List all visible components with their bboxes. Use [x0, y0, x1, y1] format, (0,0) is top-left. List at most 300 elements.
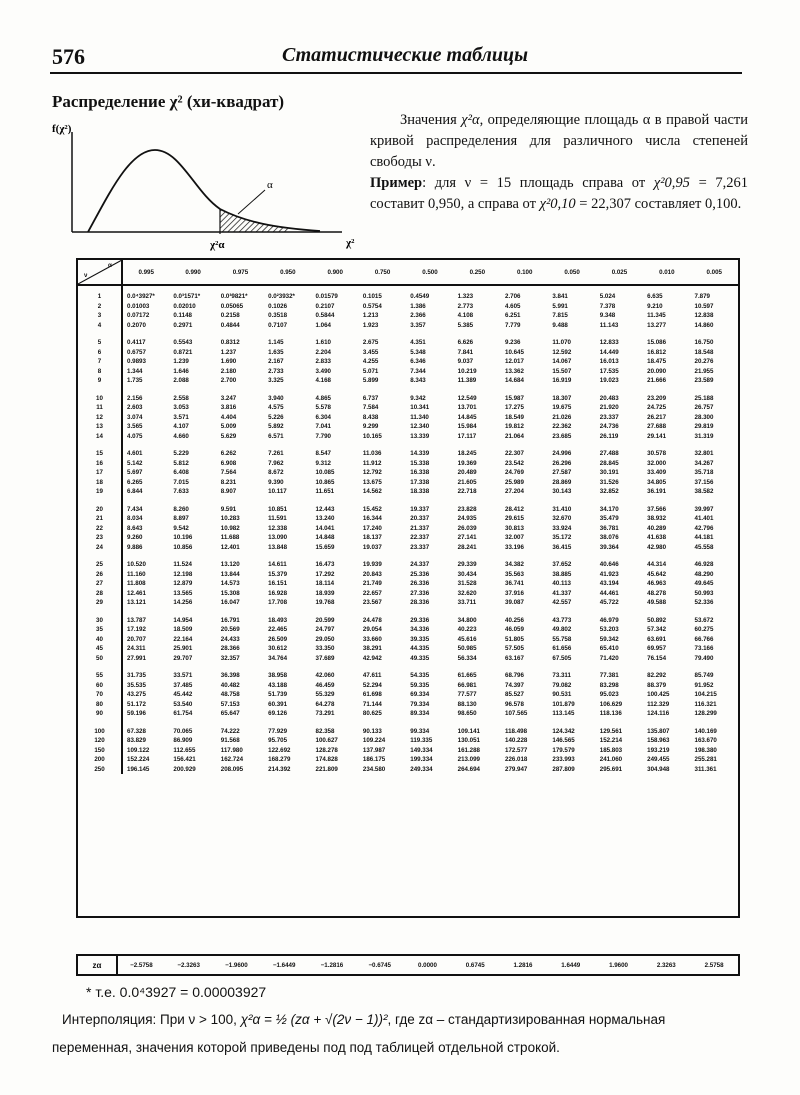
value-cell: 26.296 [552, 459, 572, 467]
value-cell: 226.018 [505, 756, 528, 764]
value-cell: 3.490 [315, 367, 331, 375]
value-cell: 30.191 [599, 469, 619, 477]
value-cell: 186.175 [362, 756, 386, 764]
value-cell: 22.362 [552, 423, 572, 431]
nu-cell: 50 [78, 654, 122, 664]
value-cell: 17.338 [410, 478, 430, 486]
nu-cell: 14 [78, 432, 122, 442]
value-cell: 10.865 [315, 478, 335, 486]
value-cell: 74.397 [505, 681, 524, 689]
value-cell: 13.240 [315, 515, 335, 523]
nu-cell: 29 [78, 598, 122, 608]
value-cell: 241.060 [599, 756, 623, 764]
value-cell: 11.389 [457, 377, 477, 385]
table-row [78, 625, 738, 635]
nu-cell: 150 [78, 746, 122, 756]
value-cell: 196.145 [127, 765, 150, 773]
value-cell: 47.611 [362, 672, 382, 680]
table-row [78, 700, 738, 710]
footnote: * т.е. 0.0⁴3927 = 0.00003927 [86, 984, 267, 1000]
value-cell: 4.255 [362, 358, 379, 366]
nu-cell: 25 [78, 552, 122, 570]
value-cell: 7.261 [268, 450, 284, 458]
value-cell: 16.344 [362, 515, 382, 523]
value-cell: 14.562 [362, 488, 382, 496]
value-cell: 66.766 [694, 635, 714, 643]
value-cell: 14.684 [505, 377, 524, 385]
value-cell: 32.670 [552, 515, 572, 523]
value-cell: 18.509 [173, 626, 193, 634]
value-cell: 0.05065 [220, 302, 244, 310]
table-row [78, 311, 738, 321]
value-cell: 100.425 [647, 691, 670, 699]
value-cell: 2.733 [268, 367, 284, 375]
value-cell: 6.571 [268, 432, 284, 440]
value-cell: 11.070 [552, 339, 571, 347]
value-cell: 3.074 [127, 413, 143, 421]
value-cell: 32.000 [647, 459, 667, 467]
value-cell: 65.647 [220, 710, 240, 718]
value-cell: 13.121 [127, 599, 146, 607]
value-cell: 46.059 [505, 626, 524, 634]
value-cell: 4.108 [457, 312, 474, 320]
x-axis-label: χ² [346, 237, 355, 249]
value-cell: 34.382 [505, 561, 524, 569]
value-cell: 9.299 [362, 423, 379, 431]
page-number: 576 [52, 44, 85, 69]
value-cell: 8.643 [127, 524, 143, 532]
alpha-pointer [238, 190, 265, 214]
value-cell: 17.708 [268, 599, 288, 607]
value-cell: 19.768 [315, 599, 335, 607]
value-cell: 26.757 [694, 404, 714, 412]
value-cell: 14.860 [694, 321, 714, 329]
value-cell: 10.856 [173, 543, 193, 551]
value-cell: 38.582 [694, 488, 714, 496]
value-cell: 0.2070 [127, 321, 146, 329]
value-cell: 46.928 [694, 561, 714, 569]
value-cell: 7.041 [315, 423, 331, 431]
value-cell: 10.645 [505, 348, 524, 356]
value-cell: 35.479 [599, 515, 619, 523]
nu-cell: 9 [78, 376, 122, 386]
value-cell: 37.652 [552, 561, 572, 569]
value-cell: 79.490 [694, 654, 714, 662]
value-cell: 14.954 [173, 616, 193, 624]
nu-cell: 90 [78, 709, 122, 719]
value-cell: 34.764 [268, 654, 288, 662]
table-row [78, 441, 738, 459]
example-symbol-1: χ²0,95 [653, 175, 690, 191]
value-cell: 304.948 [647, 765, 670, 773]
value-cell: 48.758 [220, 691, 240, 699]
value-cell: 5.009 [220, 423, 237, 431]
value-cell: 24.311 [127, 645, 146, 653]
value-cell: 4.605 [505, 302, 521, 310]
value-cell: 33.350 [315, 645, 335, 653]
nu-cell: 15 [78, 441, 122, 459]
value-cell: 23.337 [599, 413, 619, 421]
value-cell: 16.812 [647, 348, 667, 356]
value-cell: 31.410 [552, 505, 572, 513]
value-cell: 18.338 [410, 488, 430, 496]
value-cell: 3.571 [173, 413, 189, 421]
value-cell: 12.338 [268, 524, 288, 532]
value-cell: 6.304 [315, 413, 331, 421]
value-cell: 53.540 [173, 700, 193, 708]
value-cell: 109.224 [362, 737, 386, 745]
value-cell: 45.558 [694, 543, 714, 551]
value-cell: 8.547 [315, 450, 331, 458]
value-cell: 65.410 [599, 645, 619, 653]
alpha-header: 0.995 [122, 260, 169, 285]
value-cell: 26.119 [599, 432, 619, 440]
value-cell: 21.666 [647, 377, 667, 385]
value-cell: 30.434 [457, 570, 477, 578]
value-cell: 96.578 [505, 700, 524, 708]
value-cell: 59.196 [127, 710, 146, 718]
value-cell: 43.194 [599, 580, 619, 588]
value-cell: 0.8721 [173, 348, 193, 356]
value-cell: 40.223 [457, 626, 477, 634]
value-cell: 23.828 [457, 505, 477, 513]
value-cell: 221.809 [315, 765, 338, 773]
table-row [78, 478, 738, 488]
value-cell: 6.251 [505, 312, 521, 320]
nu-cell: 40 [78, 635, 122, 645]
value-cell: 13.120 [220, 561, 240, 569]
value-cell: 67.505 [552, 654, 572, 662]
value-cell: 0.5543 [173, 339, 193, 347]
value-cell: 4.107 [173, 423, 189, 431]
interpolation-intro: Интерполяция: При ν > 100, [62, 1012, 241, 1027]
value-cell: 40.646 [599, 561, 619, 569]
value-cell: 16.791 [220, 616, 240, 624]
alpha-header: 0.250 [454, 260, 501, 285]
value-cell: 27.688 [647, 423, 667, 431]
value-cell: 21.026 [552, 413, 572, 421]
value-cell: 95.705 [268, 737, 288, 745]
value-cell: 7.790 [315, 432, 331, 440]
value-cell: 37.689 [315, 654, 335, 662]
nu-cell: 55 [78, 663, 122, 681]
value-cell: 31.528 [457, 580, 477, 588]
value-cell: 158.963 [647, 737, 670, 745]
value-cell: 0.5754 [362, 302, 382, 310]
value-cell: 34.800 [457, 616, 477, 624]
value-cell: 91.568 [220, 737, 240, 745]
value-cell: 214.392 [268, 765, 291, 773]
value-cell: 15.308 [220, 589, 240, 597]
value-cell: 88.130 [457, 700, 477, 708]
value-cell: 1.237 [220, 348, 237, 356]
nu-cell: 13 [78, 422, 122, 432]
example-text-1: : для ν = 15 площадь справа от [422, 175, 654, 191]
table-row [78, 589, 738, 599]
value-cell: 12.461 [127, 589, 146, 597]
value-cell: 1.735 [127, 377, 143, 385]
value-cell: 55.329 [315, 691, 335, 699]
value-cell: 14.848 [315, 534, 335, 542]
value-cell: 12.792 [362, 469, 382, 477]
value-cell: 23.589 [694, 377, 714, 385]
value-cell: 4.168 [315, 377, 331, 385]
value-cell: 2.180 [220, 367, 237, 375]
value-cell: 22.307 [505, 450, 524, 458]
value-cell: 43.188 [268, 681, 288, 689]
value-cell: 3.816 [220, 404, 237, 412]
value-cell: 36.415 [552, 543, 572, 551]
value-cell: 1.145 [268, 339, 284, 347]
value-cell: 5.899 [362, 377, 379, 385]
value-cell: 2.366 [410, 312, 426, 320]
value-cell: 9.037 [457, 358, 474, 366]
value-cell: 15.984 [457, 423, 477, 431]
value-cell: 21.955 [694, 367, 714, 375]
value-cell: 85.527 [505, 691, 524, 699]
running-title: Статистические таблицы [282, 44, 528, 66]
value-cell: 20.483 [599, 394, 619, 402]
value-cell: 0.9893 [127, 358, 146, 366]
value-cell: 32.620 [457, 589, 477, 597]
value-cell: 35.172 [552, 534, 572, 542]
value-cell: 10.520 [127, 561, 146, 569]
value-cell: 38.958 [268, 672, 288, 680]
value-cell: 24.478 [362, 616, 382, 624]
value-cell: 31.319 [694, 432, 714, 440]
value-cell: 1.344 [127, 367, 143, 375]
value-cell: 49.802 [552, 626, 572, 634]
value-cell: 73.166 [694, 645, 714, 653]
value-cell: 8.034 [127, 515, 143, 523]
value-cell: 18.114 [315, 580, 335, 588]
table-row [78, 644, 738, 654]
value-cell: 9.348 [599, 312, 616, 320]
nu-cell: 11 [78, 403, 122, 413]
value-cell: 39.997 [694, 505, 714, 513]
value-cell: 26.217 [647, 413, 667, 421]
table-row [78, 654, 738, 664]
value-cell: 13.565 [173, 589, 193, 597]
value-cell: 90.531 [552, 691, 572, 699]
value-cell: 234.580 [362, 765, 386, 773]
value-cell: 18.137 [362, 534, 382, 542]
value-cell: 264.694 [457, 765, 480, 773]
value-cell: 42.060 [315, 672, 335, 680]
value-cell: 37.566 [647, 505, 667, 513]
value-cell: 32.007 [505, 534, 524, 542]
value-cell: 8.672 [268, 469, 284, 477]
value-cell: 3.455 [362, 348, 379, 356]
value-cell: 12.592 [552, 348, 572, 356]
value-cell: 5.071 [362, 367, 379, 375]
table-row [78, 570, 738, 580]
value-cell: 1.323 [457, 293, 474, 301]
value-cell: 40.289 [647, 524, 667, 532]
table-row [78, 386, 738, 404]
value-cell: 21.920 [599, 404, 619, 412]
value-cell: 0.8312 [220, 339, 240, 347]
nu-cell: 120 [78, 736, 122, 746]
value-cell: 13.277 [647, 321, 667, 329]
value-cell: 27.336 [410, 589, 430, 597]
value-cell: 2.833 [315, 358, 331, 366]
value-cell: 124.116 [647, 710, 670, 718]
nu-cell: 22 [78, 524, 122, 534]
table-row [78, 413, 738, 423]
value-cell: 7.584 [362, 404, 379, 412]
value-cell: 20.843 [362, 570, 382, 578]
value-cell: 29.615 [505, 515, 524, 523]
value-cell: 23.567 [362, 599, 382, 607]
value-cell: 16.151 [268, 580, 288, 588]
value-cell: 28.869 [552, 478, 572, 486]
value-cell: 33.409 [647, 469, 667, 477]
value-cell: 9.260 [127, 534, 143, 542]
z-alpha-row [76, 954, 740, 976]
nu-cell: 17 [78, 468, 122, 478]
nu-cell: 35 [78, 625, 122, 635]
value-cell: 10.982 [220, 524, 240, 532]
value-cell: 53.203 [599, 626, 619, 634]
value-cell: 95.023 [599, 691, 619, 699]
value-cell: 19.675 [552, 404, 572, 412]
value-cell: 0.6757 [127, 348, 146, 356]
value-cell: 3.357 [410, 321, 426, 329]
value-cell: 29.819 [694, 423, 714, 431]
value-cell: 130.051 [457, 737, 480, 745]
value-cell: 45.722 [599, 599, 619, 607]
nu-cell: 100 [78, 719, 122, 737]
value-cell: 152.224 [127, 756, 150, 764]
value-cell: 88.379 [647, 681, 667, 689]
value-cell: 19.037 [362, 543, 382, 551]
value-cell: 0.4117 [127, 339, 146, 347]
alpha-header: 0.100 [501, 260, 548, 285]
value-cell: 29.336 [410, 616, 430, 624]
density-curve [88, 150, 320, 232]
value-cell: 12.443 [315, 505, 335, 513]
value-cell: 40.113 [552, 580, 571, 588]
nu-cell: 12 [78, 413, 122, 423]
value-cell: 1.923 [362, 321, 379, 329]
value-cell: 116.321 [694, 700, 717, 708]
value-cell: 16.338 [410, 469, 430, 477]
value-cell: 124.342 [552, 727, 575, 735]
value-cell: 14.611 [268, 561, 287, 569]
interpolation-suffix: , где zα – стандартизированная нормальная [387, 1012, 666, 1027]
value-cell: 14.339 [410, 450, 430, 458]
value-cell: 12.198 [173, 570, 193, 578]
table-row [78, 579, 738, 589]
value-cell: 64.278 [315, 700, 335, 708]
value-cell: 10.219 [457, 367, 477, 375]
value-cell: 83.829 [127, 737, 146, 745]
value-cell: 13.362 [505, 367, 524, 375]
value-cell: 112.655 [173, 746, 196, 754]
description-intro: Значения [400, 112, 462, 128]
value-cell: 85.749 [694, 672, 714, 680]
value-cell: 29.054 [362, 626, 382, 634]
value-cell: 24.769 [505, 469, 524, 477]
value-cell: 122.692 [268, 746, 291, 754]
value-cell: 7.344 [410, 367, 426, 375]
value-cell: 14.845 [457, 413, 477, 421]
value-cell: 27.991 [127, 654, 146, 662]
value-cell: 21.337 [410, 524, 430, 532]
value-cell: 16.928 [268, 589, 288, 597]
value-cell: 26.039 [457, 524, 477, 532]
value-cell: 10.283 [220, 515, 240, 523]
value-cell: 20.599 [315, 616, 335, 624]
value-cell: 11.591 [268, 515, 287, 523]
value-cell: 20.276 [694, 358, 714, 366]
value-cell: 16.047 [220, 599, 240, 607]
value-cell: 49.588 [647, 599, 667, 607]
table-row [78, 487, 738, 497]
value-cell: 0.02010 [173, 302, 196, 310]
value-cell: 11.651 [315, 488, 335, 496]
value-cell: 33.711 [457, 599, 477, 607]
value-cell: 11.688 [220, 534, 240, 542]
value-cell: 12.838 [694, 312, 714, 320]
value-cell: 11.340 [410, 413, 429, 421]
value-cell: 24.433 [220, 635, 240, 643]
tail-area [220, 209, 290, 232]
value-cell: 112.329 [647, 700, 670, 708]
value-cell: 29.707 [173, 654, 193, 662]
table-row [78, 422, 738, 432]
value-cell: 42.980 [647, 543, 667, 551]
value-cell: 28.366 [220, 645, 240, 653]
value-cell: 73.291 [315, 710, 335, 718]
value-cell: 21.064 [505, 432, 524, 440]
value-cell: 4.404 [220, 413, 237, 421]
value-cell: 49.335 [410, 654, 430, 662]
value-cell: 28.241 [457, 543, 477, 551]
nu-cell: 8 [78, 367, 122, 377]
value-cell: 279.947 [505, 765, 528, 773]
value-cell: 53.672 [694, 616, 714, 624]
value-cell: 11.143 [599, 321, 619, 329]
value-cell: 137.987 [362, 746, 386, 754]
value-cell: 249.455 [647, 756, 670, 764]
table-row [78, 285, 738, 302]
value-cell: 8.231 [220, 478, 237, 486]
nu-cell: 27 [78, 579, 122, 589]
table-row [78, 552, 738, 570]
value-cell: 18.549 [505, 413, 524, 421]
value-cell: 0.2158 [220, 312, 240, 320]
value-cell: 9.210 [647, 302, 663, 310]
value-cell: 146.565 [552, 737, 575, 745]
value-cell: 23.685 [552, 432, 572, 440]
value-cell: 7.015 [173, 478, 189, 486]
value-cell: 118.136 [599, 710, 622, 718]
value-cell: 33.924 [552, 524, 572, 532]
value-cell: 57.342 [647, 626, 667, 634]
value-cell: 5.024 [599, 293, 616, 301]
nu-cell: 6 [78, 348, 122, 358]
value-cell: 13.848 [268, 543, 288, 551]
z-value-cell: 0.0000 [418, 961, 437, 969]
value-cell: 162.724 [220, 756, 244, 764]
value-cell: 208.095 [220, 765, 244, 773]
value-cell: 1.064 [315, 321, 331, 329]
value-cell: 233.993 [552, 756, 575, 764]
value-cell: 33.571 [173, 672, 193, 680]
chi-square-density-figure [52, 122, 360, 257]
